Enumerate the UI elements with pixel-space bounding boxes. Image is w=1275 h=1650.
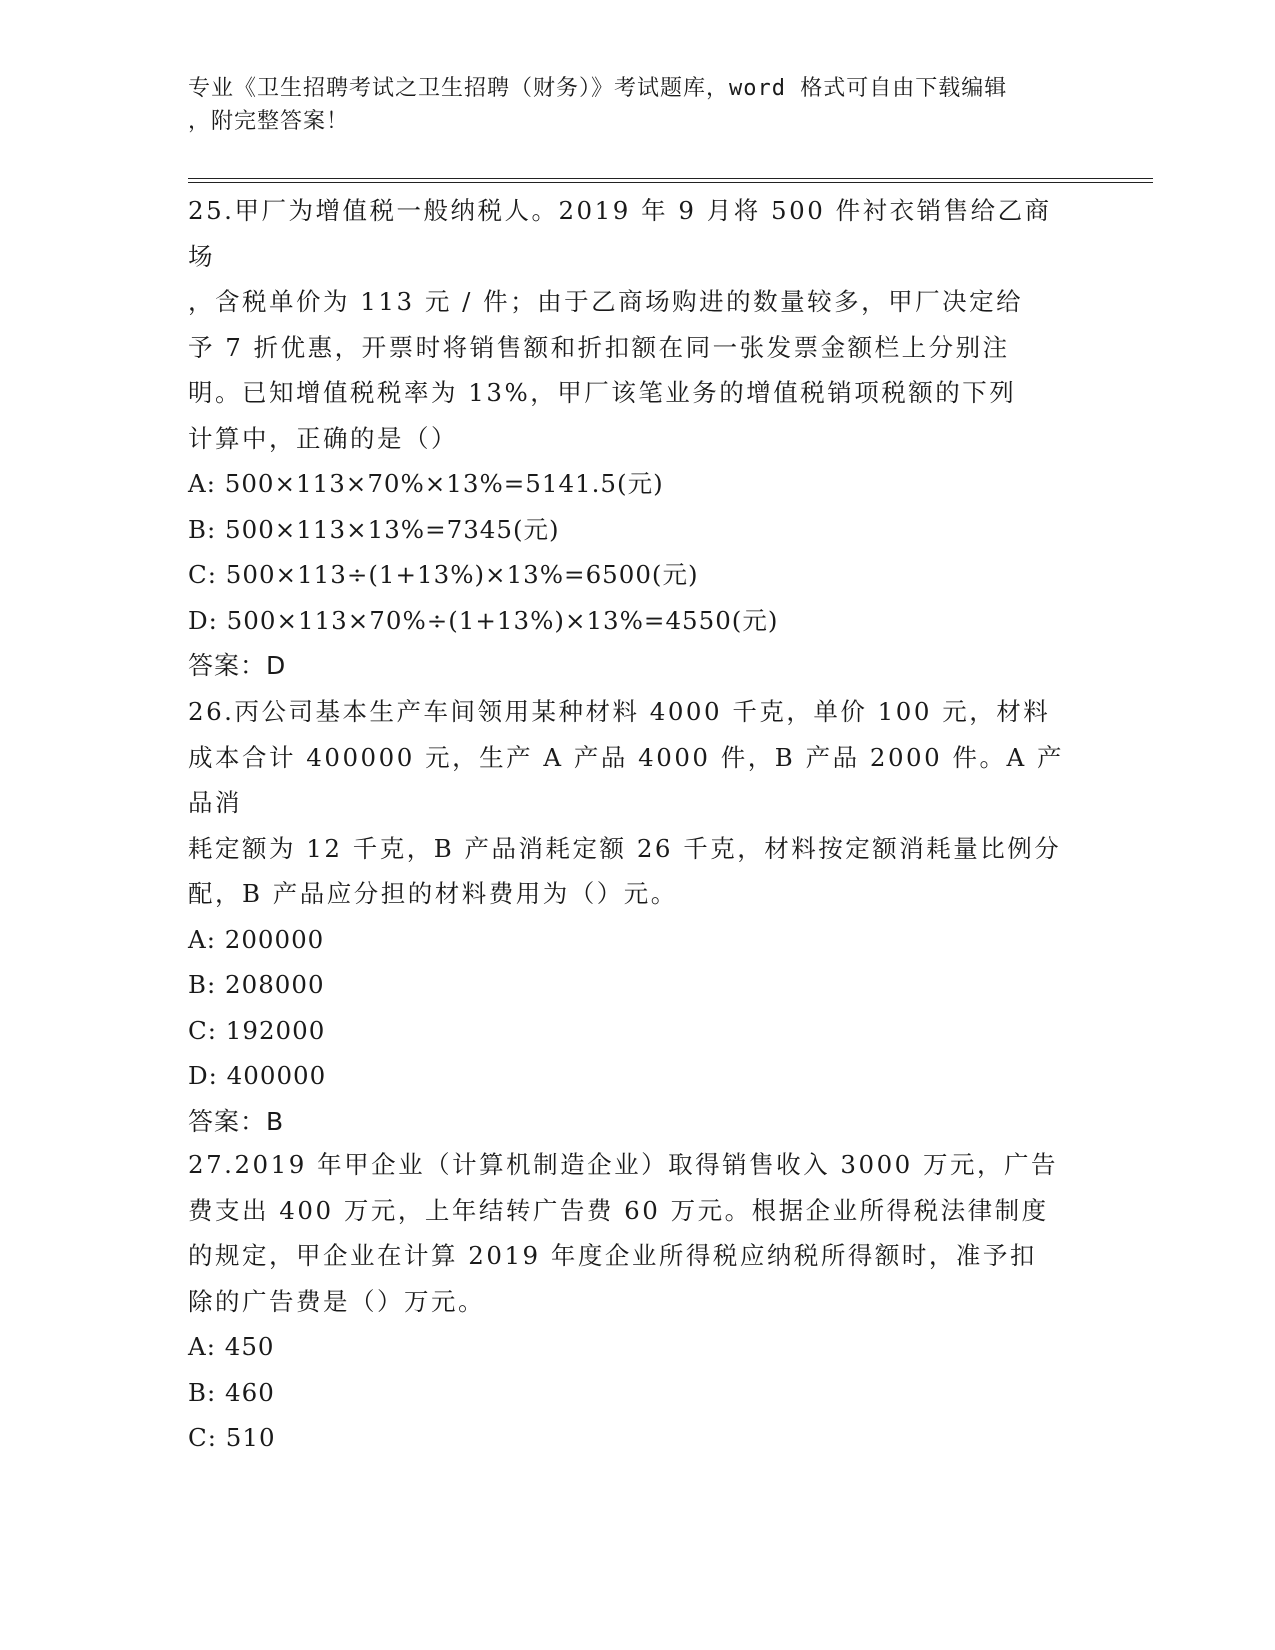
- question-25: [188, 188, 1068, 689]
- header-divider-bottom: [188, 182, 1153, 183]
- question-text-line: 除的广告费是（）万元。: [188, 1286, 485, 1316]
- question-text-line: 耗定额为 12 千克，B 产品消耗定额 26 千克，材料按定额消耗量比例分: [188, 833, 1062, 863]
- question-text-line: 成本合计 400000 元，生产 A 产品 4000 件，B 产品 2000 件。A 产品消: [188, 742, 1064, 817]
- question-text-line: 明。已知增值税税率为 13%，甲厂该笔业务的增值税销项税额的下列: [188, 378, 1017, 407]
- answer-line: 答案：B: [188, 1106, 285, 1136]
- question-text-line: 27.2019 年甲企业（计算机制造企业）取得销售收入 3000 万元，广告: [188, 1150, 1059, 1179]
- header-title-line-2: ，附完整答案！: [188, 109, 350, 134]
- option-c: C: 192000: [188, 1015, 326, 1045]
- option-b: B: 460: [188, 1377, 275, 1407]
- question-text-line: 配，B 产品应分担的材料费用为（）元。: [188, 879, 678, 908]
- question-26: [188, 689, 1068, 1144]
- question-text-line: 予 7 折优惠，开票时将销售额和折扣额在同一张发票金额栏上分别注: [188, 332, 1010, 362]
- document-header: [188, 72, 1068, 138]
- question-text-line: 费支出 400 万元，上年结转广告费 60 万元。根据企业所得税法律制度: [188, 1195, 1049, 1225]
- option-d: D: 500×113×70%÷(1+13%)×13%=4550(元): [188, 605, 779, 635]
- answer-line: 答案：D: [188, 651, 287, 680]
- option-a: A: 500×113×70%×13%=5141.5(元): [188, 469, 664, 498]
- question-text-line: ，含税单价为 113 元 / 件；由于乙商场购进的数量较多，甲厂决定给: [188, 287, 1024, 316]
- option-a: A: 200000: [188, 924, 325, 954]
- option-b: B: 500×113×13%=7345(元): [188, 514, 560, 544]
- option-b: B: 208000: [188, 970, 325, 999]
- option-c: C: 510: [188, 1423, 276, 1452]
- question-text-line: 的规定，甲企业在计算 2019 年度企业所得税应纳税所得额时，准予扣: [188, 1241, 1037, 1270]
- option-a: A: 450: [188, 1332, 275, 1361]
- option-d: D: 400000: [188, 1061, 327, 1090]
- header-divider-top: [188, 178, 1153, 179]
- question-text-line: 计算中，正确的是（）: [188, 423, 458, 453]
- question-text-line: 26.丙公司基本生产车间领用某种材料 4000 千克，单价 100 元，材料: [188, 697, 1051, 726]
- option-c: C: 500×113÷(1+13%)×13%=6500(元): [188, 560, 699, 589]
- question-text-line: 25.甲厂为增值税一般纳税人。2019 年 9 月将 500 件衬衣销售给乙商场: [188, 196, 1052, 271]
- question-27: [188, 1142, 1068, 1461]
- header-title-line-1: 专业《卫生招聘考试之卫生招聘（财务）》考试题库，word 格式可自由下载编辑: [188, 76, 1008, 101]
